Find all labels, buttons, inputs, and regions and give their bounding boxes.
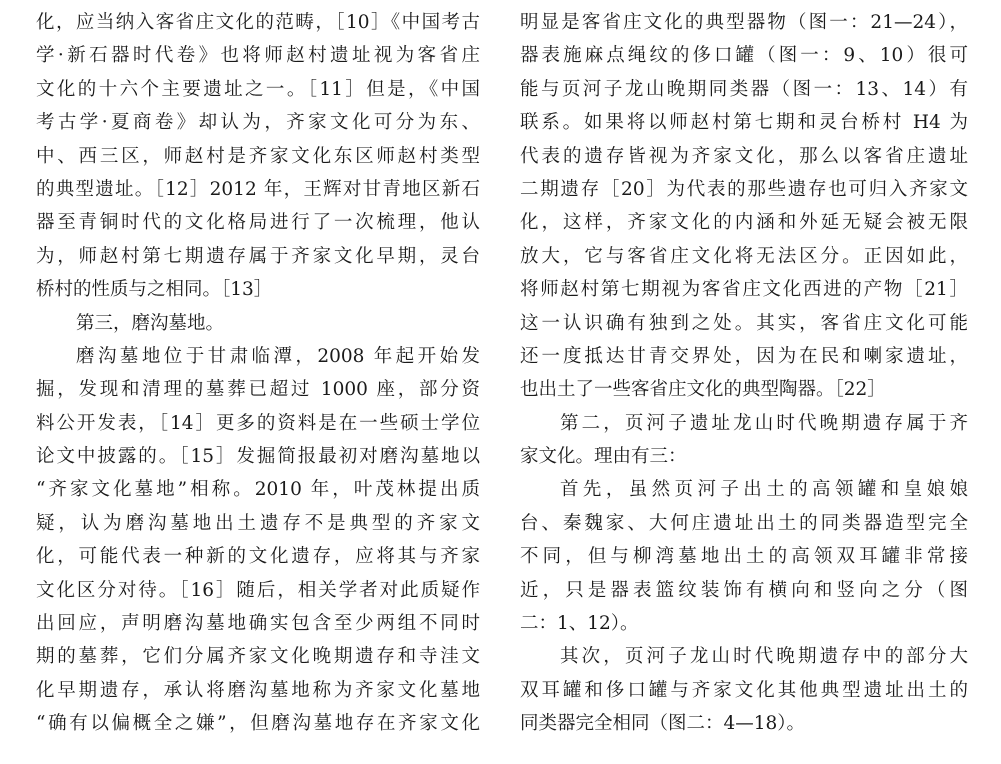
text-line: 器表施麻点绳纹的侈口罐（图一：9、10）很可 bbox=[520, 45, 968, 67]
text-line: 能与页河子龙山晚期同类器（图一：13、14）有 bbox=[520, 78, 968, 100]
text-line: 学·新石器时代卷》也将师赵村遗址视为客省庄 bbox=[36, 45, 480, 67]
text-line: 不同，但与柳湾墓地出土的高领双耳罐非常接 bbox=[520, 546, 968, 568]
text-line: 化，可能代表一种新的文化遗存，应将其与齐家 bbox=[36, 546, 480, 568]
text-line: 论文中披露的。［15］发掘简报最初对磨沟墓地以 bbox=[36, 446, 480, 468]
text-line: 为，师赵村第七期遗存属于齐家文化早期，灵台 bbox=[36, 245, 480, 267]
text-line: 也出土了一些客省庄文化的典型陶器。［22］ bbox=[520, 379, 886, 401]
text-line: 放大，它与客省庄文化将无法区分。正因如此， bbox=[520, 245, 968, 267]
text-line: 出回应，声明磨沟墓地确实包含至少两组不同时 bbox=[36, 613, 480, 635]
left-column bbox=[36, 6, 480, 741]
text-line: 台、秦魏家、大何庄遗址出土的同类器造型完全 bbox=[520, 512, 968, 534]
text-line: 化，这样，齐家文化的内涵和外延无疑会被无限 bbox=[520, 212, 968, 234]
text-line: 文化的十六个主要遗址之一。［11］但是，《中国 bbox=[36, 78, 480, 100]
text-line: 料公开发表，［14］更多的资料是在一些硕士学位 bbox=[36, 412, 480, 434]
text-line: 代表的遗存皆视为齐家文化，那么以客省庄遗址 bbox=[520, 145, 968, 167]
text-line: 文化区分对待。［16］随后，相关学者对此质疑作 bbox=[36, 579, 480, 601]
section-heading: 第三，磨沟墓地。 bbox=[76, 312, 225, 334]
text-line: 将师赵村第七期视为客省庄文化西进的产物［21］ bbox=[520, 279, 968, 301]
text-line: 这一认识确有独到之处。其实，客省庄文化可能 bbox=[520, 312, 968, 334]
text-line: 二期遗存［20］为代表的那些遗存也可归入齐家文 bbox=[520, 178, 968, 200]
text-line: “确有以偏概全之嫌”，但磨沟墓地存在齐家文化 bbox=[36, 713, 480, 735]
right-column bbox=[520, 6, 968, 741]
text-line: 化，应当纳入客省庄文化的范畴，［10］《中国考古 bbox=[36, 12, 480, 33]
text-line: 双耳罐和侈口罐与齐家文化其他典型遗址出土的 bbox=[520, 679, 968, 701]
text-line: 中、西三区，师赵村是齐家文化东区师赵村类型 bbox=[36, 145, 480, 167]
text-line: 掘，发现和清理的墓葬已超过 1000 座，部分资 bbox=[36, 379, 480, 401]
text-line: 同类器完全相同（图二：4—18）。 bbox=[520, 713, 806, 735]
paragraph-start: 首先，虽然页河子出土的高领罐和皇娘娘 bbox=[560, 479, 968, 501]
text-line: 考古学·夏商卷》却认为，齐家文化可分为东、 bbox=[36, 112, 480, 134]
text-line: 期的墓葬，它们分属齐家文化晚期遗存和寺洼文 bbox=[36, 646, 480, 668]
paragraph-start: 磨沟墓地位于甘肃临潭，2008 年起开始发 bbox=[76, 345, 480, 367]
paragraph-start: 第二，页河子遗址龙山时代晚期遗存属于齐 bbox=[560, 412, 968, 434]
text-line: 桥村的性质与之相同。［13］ bbox=[36, 279, 273, 301]
text-line: 近，只是器表篮纹装饰有横向和竖向之分（图 bbox=[520, 579, 968, 601]
text-line: 联系。如果将以师赵村第七期和灵台桥村 H4 为 bbox=[520, 112, 968, 134]
text-line: 家文化。理由有三： bbox=[520, 446, 687, 468]
text-line: 的典型遗址。［12］2012 年，王辉对甘青地区新石 bbox=[36, 178, 480, 200]
text-line: 明显是客省庄文化的典型器物（图一：21—24）， bbox=[520, 12, 968, 33]
text-line: 疑，认为磨沟墓地出土遗存不是典型的齐家文 bbox=[36, 512, 480, 534]
text-line: 还一度抵达甘青交界处，因为在民和喇家遗址， bbox=[520, 345, 968, 367]
text-line: 化早期遗存，承认将磨沟墓地称为齐家文化墓地 bbox=[36, 679, 480, 701]
text-line: 器至青铜时代的文化格局进行了一次梳理，他认 bbox=[36, 212, 480, 234]
text-line: 二：1、12）。 bbox=[520, 613, 639, 635]
paragraph-start: 其次，页河子龙山时代晚期遗存中的部分大 bbox=[560, 646, 968, 668]
text-line: “齐家文化墓地”相称。2010 年，叶茂林提出质 bbox=[36, 479, 480, 501]
